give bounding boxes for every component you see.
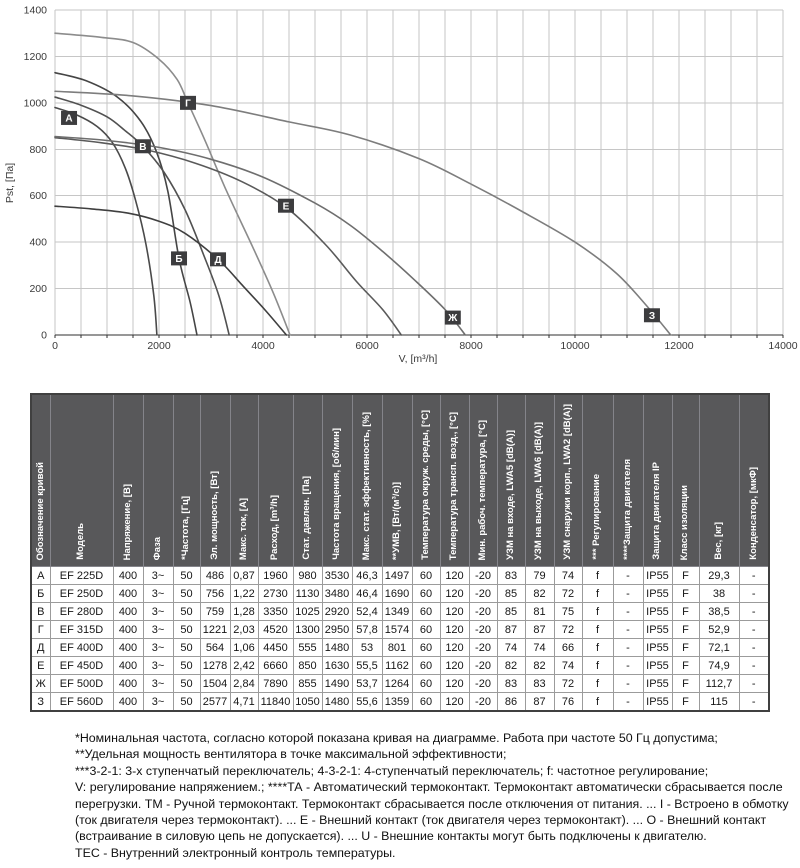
table-cell: 85 — [497, 603, 525, 621]
table-cell: -20 — [469, 621, 497, 639]
table-cell: 60 — [412, 603, 440, 621]
column-header-24 — [739, 394, 769, 567]
table-cell: -20 — [469, 639, 497, 657]
column-header-label: Эл. мощность, [Вт] — [208, 471, 220, 560]
table-cell: -20 — [469, 657, 497, 675]
y-tick-label: 400 — [29, 236, 47, 249]
table-cell: f — [582, 621, 613, 639]
table-cell: 4520 — [258, 621, 293, 639]
column-header-label: Защита двигателя IP — [651, 462, 663, 560]
table-cell: 1264 — [382, 675, 412, 693]
table-cell: 1300 — [293, 621, 322, 639]
table-cell: Ж — [31, 675, 50, 693]
table-cell: F — [672, 675, 699, 693]
table-cell: -20 — [469, 567, 497, 585]
table-row — [31, 693, 769, 712]
table-cell: - — [613, 693, 643, 712]
y-tick-label: 200 — [29, 283, 47, 296]
table-cell: -20 — [469, 675, 497, 693]
table-cell: 87 — [525, 693, 554, 712]
table-row — [31, 603, 769, 621]
table-cell: IP55 — [643, 621, 672, 639]
table-cell: 81 — [525, 603, 554, 621]
table-cell: F — [672, 603, 699, 621]
table-cell: 1,06 — [230, 639, 258, 657]
y-tick-label: 0 — [41, 329, 47, 342]
table-cell: f — [582, 657, 613, 675]
table-cell: IP55 — [643, 693, 672, 712]
table-cell: 1574 — [382, 621, 412, 639]
column-header-1 — [31, 394, 50, 567]
table-cell: - — [739, 567, 769, 585]
table-cell: 74 — [525, 639, 554, 657]
table-cell: F — [672, 621, 699, 639]
x-tick-label: 8000 — [459, 340, 483, 352]
table-cell: EF 250D — [50, 585, 113, 603]
y-tick-label: 600 — [29, 190, 47, 203]
column-header-label: Вес, [кг] — [712, 522, 724, 560]
column-header-21 — [643, 394, 672, 567]
table-cell: 74,9 — [699, 657, 739, 675]
table-cell: 2577 — [200, 693, 230, 712]
table-cell: 3~ — [143, 639, 173, 657]
footnote-line: ТЕС - Внутренний электронный контроль температуры. — [75, 845, 396, 860]
table-cell: 3~ — [143, 621, 173, 639]
column-header-14 — [440, 394, 469, 567]
table-cell: 60 — [412, 621, 440, 639]
table-cell: 0,87 — [230, 567, 258, 585]
column-header-16 — [497, 394, 525, 567]
table-cell: IP55 — [643, 675, 672, 693]
curve-label-З: З — [648, 310, 656, 322]
table-cell: f — [582, 639, 613, 657]
table-cell: 850 — [293, 657, 322, 675]
table-cell: f — [582, 567, 613, 585]
table-cell: 120 — [440, 639, 469, 657]
table-cell: 400 — [113, 657, 143, 675]
table-cell: 3~ — [143, 675, 173, 693]
table-cell: 1480 — [322, 693, 352, 712]
column-header-12 — [382, 394, 412, 567]
table-cell: EF 500D — [50, 675, 113, 693]
table-cell: EF 280D — [50, 603, 113, 621]
table-row — [31, 585, 769, 603]
table-cell: IP55 — [643, 639, 672, 657]
table-cell: 1,28 — [230, 603, 258, 621]
table-cell: 6660 — [258, 657, 293, 675]
table-cell: - — [739, 657, 769, 675]
curve-З — [55, 91, 671, 335]
column-header-label: Частота вращения, [об/мин] — [330, 428, 342, 560]
column-header-label: Мин. рабоч. температура, [°C] — [476, 419, 488, 560]
y-tick-label: 1400 — [23, 4, 47, 17]
table-cell: F — [672, 567, 699, 585]
y-tick-label: 1200 — [23, 50, 47, 63]
table-cell: EF 400D — [50, 639, 113, 657]
table-cell: 82 — [497, 657, 525, 675]
table-cell: 50 — [173, 657, 200, 675]
table-cell: 55,5 — [352, 657, 382, 675]
column-header-5 — [173, 394, 200, 567]
curve-Д — [55, 206, 286, 335]
column-header-label: УЗМ на выходе, LWA6 [dB(A)] — [533, 421, 545, 560]
table-cell: Г — [31, 621, 50, 639]
table-cell: 112,7 — [699, 675, 739, 693]
table-cell: -20 — [469, 603, 497, 621]
footnote-line: V: регулирование напряжением.; ****ТА - Автоматический термоконтакт. Термоконтакт автоматически сбрасывается после — [75, 780, 783, 795]
table-cell: 72 — [554, 621, 582, 639]
table-cell: 60 — [412, 657, 440, 675]
footnote-line: *Номинальная частота, согласно которой показана кривая на диаграмме. Работа при частоте 50 Гц допустима; — [75, 731, 718, 745]
table-cell: F — [672, 585, 699, 603]
table-cell: EF 450D — [50, 657, 113, 675]
table-cell: 1359 — [382, 693, 412, 712]
table-cell: 3530 — [322, 567, 352, 585]
curve-Г — [55, 33, 290, 335]
table-cell: 400 — [113, 567, 143, 585]
table-cell: 46,3 — [352, 567, 382, 585]
table-cell: 3~ — [143, 693, 173, 712]
table-cell: 3480 — [322, 585, 352, 603]
table-cell: 400 — [113, 639, 143, 657]
table-cell: 1480 — [322, 639, 352, 657]
curve-label-А: А — [65, 113, 73, 125]
table-cell: - — [739, 639, 769, 657]
table-cell: EF 225D — [50, 567, 113, 585]
table-cell: 29,3 — [699, 567, 739, 585]
table-cell: 50 — [173, 603, 200, 621]
table-cell: 83 — [497, 675, 525, 693]
x-tick-label: 12000 — [664, 340, 694, 352]
table-cell: 75 — [554, 603, 582, 621]
table-cell: F — [672, 693, 699, 712]
column-header-2 — [50, 394, 113, 567]
table-cell: 66 — [554, 639, 582, 657]
table-cell: - — [613, 567, 643, 585]
x-tick-label: 14000 — [768, 340, 798, 352]
table-cell: 564 — [200, 639, 230, 657]
table-cell: EF 315D — [50, 621, 113, 639]
table-row — [31, 657, 769, 675]
x-tick-label: 0 — [52, 340, 58, 352]
table-cell: - — [613, 639, 643, 657]
column-header-label: УЗМ снаружи корп., LWA2 [dB(A)] — [561, 404, 573, 560]
x-tick-label: 6000 — [355, 340, 379, 352]
table-cell: 980 — [293, 567, 322, 585]
table-cell: 83 — [525, 675, 554, 693]
table-cell: 1504 — [200, 675, 230, 693]
column-header-23 — [699, 394, 739, 567]
table-cell: 50 — [173, 585, 200, 603]
table-cell: 53 — [352, 639, 382, 657]
table-cell: 1490 — [322, 675, 352, 693]
y-axis-title: Pst, [Па] — [4, 162, 16, 204]
column-header-label: Расход, [m³/h] — [269, 494, 281, 560]
column-header-9 — [293, 394, 322, 567]
table-cell: 85 — [497, 585, 525, 603]
table-cell: 2,03 — [230, 621, 258, 639]
table-cell: 79 — [525, 567, 554, 585]
curve-label-В: В — [139, 141, 147, 153]
table-cell: - — [739, 603, 769, 621]
column-header-3 — [113, 394, 143, 567]
table-row — [31, 621, 769, 639]
table-cell: А — [31, 567, 50, 585]
table-cell: 82 — [525, 657, 554, 675]
table-cell: f — [582, 693, 613, 712]
table-cell: 57,8 — [352, 621, 382, 639]
table-row — [31, 567, 769, 585]
column-header-label: **УМВ, [Вт/(м³/с)] — [390, 481, 402, 560]
table-cell: 4450 — [258, 639, 293, 657]
table-cell: Д — [31, 639, 50, 657]
table-cell: 38 — [699, 585, 739, 603]
column-header-18 — [554, 394, 582, 567]
column-header-label: Стат. давлен. [Па] — [301, 476, 313, 560]
column-header-label: Модель — [75, 523, 87, 560]
footnote-line: (встраивание в силовую цепь не допускается). ... U - Внешние контакты могут быть подключены к двигателю. — [75, 829, 707, 844]
chart-canvas — [0, 0, 800, 380]
table-cell: IP55 — [643, 657, 672, 675]
table-cell: 52,4 — [352, 603, 382, 621]
column-header-13 — [412, 394, 440, 567]
table-cell: -20 — [469, 585, 497, 603]
table-cell: З — [31, 693, 50, 712]
table-row — [31, 675, 769, 693]
column-header-20 — [613, 394, 643, 567]
table-cell: 1221 — [200, 621, 230, 639]
table-cell: 72,1 — [699, 639, 739, 657]
table-cell: 82 — [525, 585, 554, 603]
table-cell: 1960 — [258, 567, 293, 585]
table-cell: 87 — [497, 621, 525, 639]
table-cell: 50 — [173, 567, 200, 585]
fan-performance-chart — [0, 0, 800, 380]
table-cell: 120 — [440, 657, 469, 675]
column-header-22 — [672, 394, 699, 567]
table-cell: 486 — [200, 567, 230, 585]
column-header-label: Напряжение, [В] — [121, 483, 133, 560]
x-tick-label: 2000 — [147, 340, 171, 352]
column-header-19 — [582, 394, 613, 567]
table-cell: 801 — [382, 639, 412, 657]
table-cell: - — [613, 603, 643, 621]
table-cell: f — [582, 585, 613, 603]
column-header-label: Температура трансп. возд., [°C] — [448, 411, 460, 560]
column-header-7 — [230, 394, 258, 567]
table-cell: 1130 — [293, 585, 322, 603]
column-header-label: Фаза — [151, 536, 163, 560]
table-cell: 400 — [113, 693, 143, 712]
table-cell: 120 — [440, 621, 469, 639]
table-cell: Б — [31, 585, 50, 603]
column-header-label: ****Защита двигателя — [621, 459, 633, 560]
table-cell: - — [613, 585, 643, 603]
table-cell: 50 — [173, 621, 200, 639]
table-cell: 759 — [200, 603, 230, 621]
table-cell: 11840 — [258, 693, 293, 712]
table-cell: 120 — [440, 603, 469, 621]
table-cell: 2920 — [322, 603, 352, 621]
table-cell: 400 — [113, 585, 143, 603]
header-row — [31, 394, 769, 567]
table-cell: 756 — [200, 585, 230, 603]
column-header-label: Макс. ток, [А] — [237, 497, 249, 560]
table-cell: 55,6 — [352, 693, 382, 712]
x-tick-label: 4000 — [251, 340, 275, 352]
table-cell: - — [739, 675, 769, 693]
column-header-17 — [525, 394, 554, 567]
table-cell: 2730 — [258, 585, 293, 603]
table-row — [31, 639, 769, 657]
table-cell: IP55 — [643, 567, 672, 585]
table-cell: f — [582, 603, 613, 621]
table-cell: 400 — [113, 621, 143, 639]
table-cell: 120 — [440, 585, 469, 603]
table-cell: 3~ — [143, 567, 173, 585]
table-cell: 52,9 — [699, 621, 739, 639]
column-header-label: *** Регулирование — [591, 474, 603, 560]
spec-table-wrap — [30, 393, 800, 712]
column-header-label: Макс. стат. эффективность, [%] — [360, 411, 372, 560]
table-cell: 1349 — [382, 603, 412, 621]
table-cell: 120 — [440, 567, 469, 585]
table-cell: - — [613, 675, 643, 693]
table-cell: 2950 — [322, 621, 352, 639]
table-cell: 7890 — [258, 675, 293, 693]
table-cell: 72 — [554, 585, 582, 603]
table-cell: 115 — [699, 693, 739, 712]
table-cell: 1,22 — [230, 585, 258, 603]
spec-table — [30, 393, 770, 712]
table-cell: 83 — [497, 567, 525, 585]
table-cell: 60 — [412, 675, 440, 693]
table-cell: - — [739, 621, 769, 639]
table-cell: - — [613, 621, 643, 639]
table-cell: 50 — [173, 693, 200, 712]
table-cell: 120 — [440, 675, 469, 693]
footnote-line: **Удельная мощность вентилятора в точке максимальной эффективности; — [75, 747, 507, 762]
table-cell: 4,71 — [230, 693, 258, 712]
table-cell: 2,42 — [230, 657, 258, 675]
curve-label-Д: Д — [214, 254, 222, 266]
table-cell: 855 — [293, 675, 322, 693]
table-cell: 400 — [113, 603, 143, 621]
table-cell: 46,4 — [352, 585, 382, 603]
curve-label-Б: Б — [175, 253, 183, 265]
column-header-10 — [322, 394, 352, 567]
x-axis-title: V, [m³/h] — [398, 353, 438, 365]
table-cell: f — [582, 675, 613, 693]
y-tick-label: 1000 — [23, 97, 47, 110]
table-cell: 86 — [497, 693, 525, 712]
table-cell: 3350 — [258, 603, 293, 621]
table-cell: IP55 — [643, 603, 672, 621]
table-cell: 74 — [554, 657, 582, 675]
table-cell: F — [672, 657, 699, 675]
column-header-11 — [352, 394, 382, 567]
column-header-label: Конденсатор, [мкФ] — [747, 467, 759, 560]
x-tick-label: 10000 — [560, 340, 590, 352]
table-cell: 1050 — [293, 693, 322, 712]
table-cell: 2,84 — [230, 675, 258, 693]
table-cell: - — [613, 657, 643, 675]
column-header-15 — [469, 394, 497, 567]
table-cell: 60 — [412, 639, 440, 657]
column-header-label: Температура окруж. среды, [°C] — [419, 410, 431, 560]
table-cell: 60 — [412, 585, 440, 603]
curve-label-Г: Г — [185, 98, 191, 110]
table-cell: 1630 — [322, 657, 352, 675]
table-cell: 50 — [173, 675, 200, 693]
footnotes — [75, 730, 789, 861]
table-cell: 3~ — [143, 657, 173, 675]
table-cell: 3~ — [143, 585, 173, 603]
column-header-8 — [258, 394, 293, 567]
footnote-line: (ток двигателя через термоконтакт). ... Е - Внешний контакт (ток двигателя через термоконтакт). ... О - Внешний контакт — [75, 813, 767, 828]
footnote-line: ***3-2-1: 3-х ступенчатый переключатель; 4-3-2-1: 4-ступенчатый переключатель; f: частотное регулирование; — [75, 763, 709, 778]
table-cell: -20 — [469, 693, 497, 712]
table-cell: 38,5 — [699, 603, 739, 621]
column-header-label: *Частота, [Гц] — [180, 496, 192, 560]
table-cell: 60 — [412, 693, 440, 712]
table-cell: 50 — [173, 639, 200, 657]
table-cell: Е — [31, 657, 50, 675]
table-cell: IP55 — [643, 585, 672, 603]
table-cell: 74 — [497, 639, 525, 657]
table-cell: - — [739, 585, 769, 603]
table-cell: 87 — [525, 621, 554, 639]
curve-label-Е: Е — [282, 201, 290, 213]
table-cell: 120 — [440, 693, 469, 712]
table-cell: EF 560D — [50, 693, 113, 712]
table-cell: 53,7 — [352, 675, 382, 693]
table-cell: В — [31, 603, 50, 621]
table-cell: 76 — [554, 693, 582, 712]
column-header-4 — [143, 394, 173, 567]
table-cell: 1690 — [382, 585, 412, 603]
table-cell: 1497 — [382, 567, 412, 585]
column-header-label: УЗМ на входе, LWA5 [dB(A)] — [504, 430, 516, 560]
y-tick-label: 800 — [29, 143, 47, 156]
table-cell: F — [672, 639, 699, 657]
footnote-line: перегрузки. ТМ - Ручной термоконтакт. Термоконтакт сбрасывается после отключения от питания. ... I - Встроено в обмотку — [75, 796, 789, 811]
table-cell: 72 — [554, 675, 582, 693]
table-cell: 74 — [554, 567, 582, 585]
column-header-label: Класс изоляции — [679, 484, 691, 560]
table-cell: 60 — [412, 567, 440, 585]
table-cell: 1278 — [200, 657, 230, 675]
table-cell: 555 — [293, 639, 322, 657]
table-cell: 400 — [113, 675, 143, 693]
table-cell: 1025 — [293, 603, 322, 621]
table-cell: 1162 — [382, 657, 412, 675]
column-header-6 — [200, 394, 230, 567]
table-cell: 3~ — [143, 603, 173, 621]
column-header-label: Обозначение кривой — [34, 461, 46, 560]
curve-label-Ж: Ж — [448, 313, 458, 325]
table-cell: - — [739, 693, 769, 712]
